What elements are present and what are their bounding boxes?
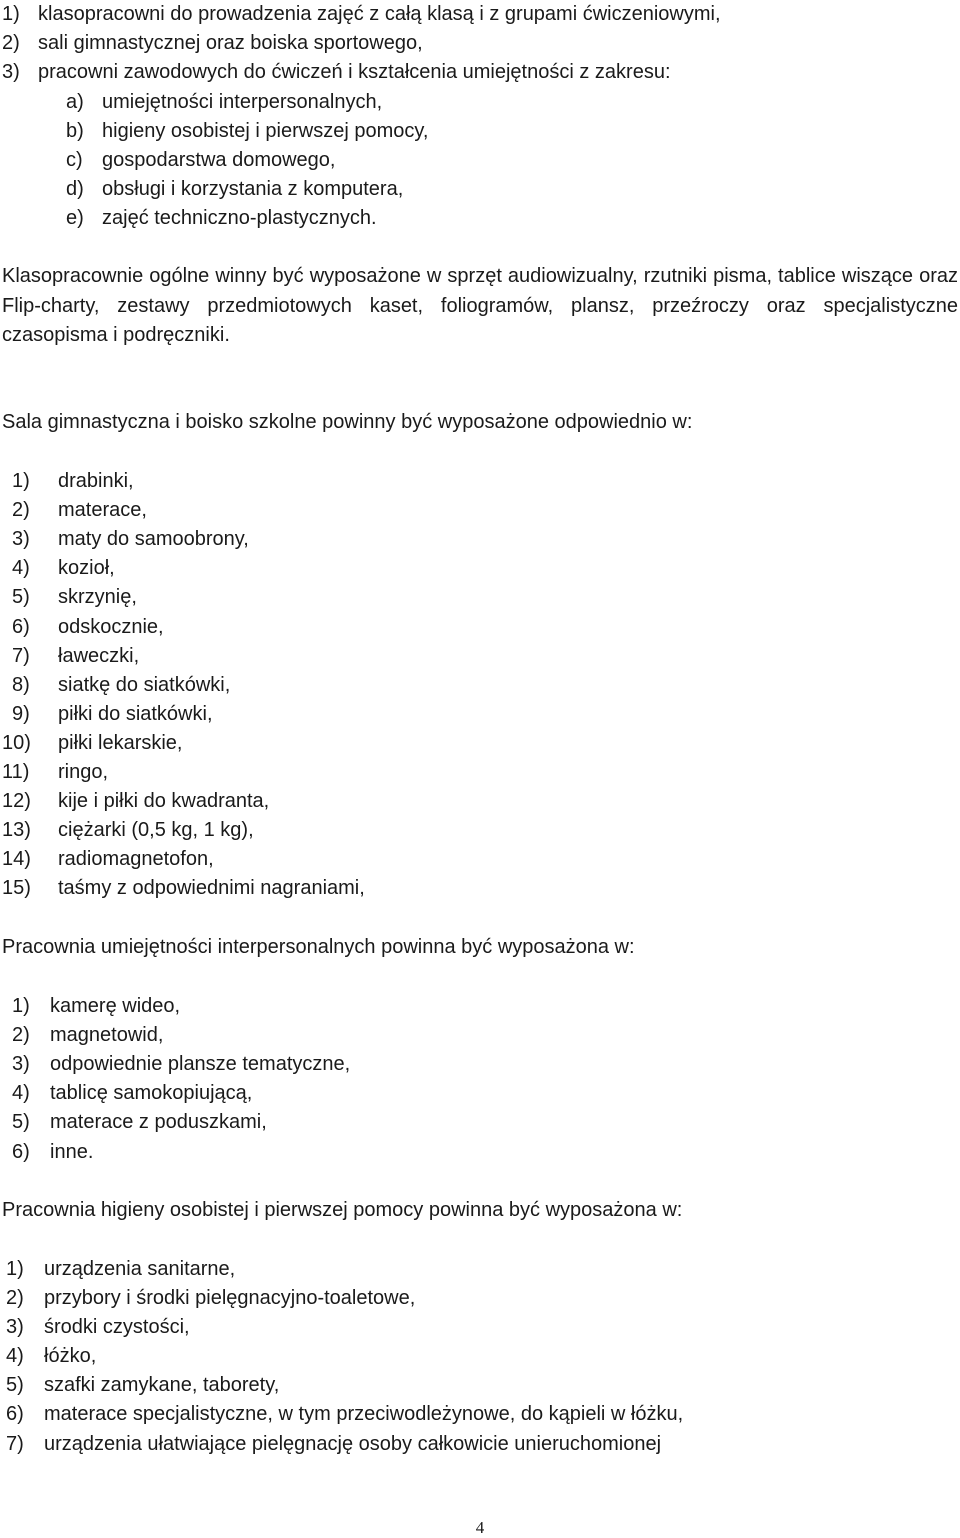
list-text: materace, — [58, 499, 147, 521]
list-text: radiomagnetofon, — [58, 848, 214, 870]
list-number: 3) — [12, 1053, 30, 1075]
list-number: 6) — [12, 1141, 30, 1163]
list-item — [2, 29, 423, 58]
list-number: 11) — [2, 761, 30, 783]
list-number: 15) — [2, 877, 31, 899]
list-text: drabinki, — [58, 470, 134, 492]
list-item — [12, 496, 147, 525]
list-text: maty do samoobrony, — [58, 528, 249, 550]
list-text: obsługi i korzystania z komputera, — [102, 178, 404, 200]
list-text: łóżko, — [44, 1345, 97, 1367]
list-number: 3) — [2, 61, 20, 83]
list-number: 2) — [12, 1024, 30, 1046]
list-text: kozioł, — [58, 557, 115, 579]
list-item — [6, 1284, 415, 1313]
list-number: 6) — [12, 616, 30, 638]
list-text: urządzenia ułatwiające pielęgnację osoby całkowicie unieruchomionej — [44, 1433, 662, 1455]
list-item — [2, 816, 254, 845]
list-item — [2, 845, 214, 874]
classroom-paragraph: Klasopracownie ogólne winny być wyposażone w sprzęt audiowizualny, rzutniki pisma, tablice wiszące oraz Flip-charty, zestawy przedmiotowych kaset, foliogramów, plansz, przeźroczy oraz specjalistyczne czasopisma i podręczniki. — [2, 265, 958, 346]
sub-list-item — [66, 204, 377, 233]
list-number: 2) — [6, 1287, 24, 1309]
list-item — [12, 467, 134, 496]
list-item — [2, 787, 269, 816]
list-text: kamerę wideo, — [50, 995, 181, 1017]
list-item — [12, 583, 137, 612]
list-number: 10) — [2, 732, 31, 754]
list-item — [12, 700, 213, 729]
sub-list-item — [66, 175, 403, 204]
list-text: magnetowid, — [50, 1024, 164, 1046]
list-item — [6, 1430, 661, 1459]
interpersonal-heading: Pracownia umiejętności interpersonalnych powinna być wyposażona w: — [2, 936, 635, 958]
list-text: inne. — [50, 1141, 94, 1163]
list-item — [2, 58, 671, 87]
list-text: odpowiednie plansze tematyczne, — [50, 1053, 351, 1075]
list-item — [6, 1255, 235, 1284]
list-number: 3) — [6, 1316, 24, 1338]
list-item — [12, 1108, 267, 1137]
sub-list-item — [66, 88, 382, 117]
list-item — [12, 525, 249, 554]
list-number: 6) — [6, 1403, 24, 1425]
list-item — [12, 992, 180, 1021]
list-number: 3) — [12, 528, 30, 550]
list-text: higieny osobistej i pierwszej pomocy, — [102, 120, 429, 142]
list-item — [12, 1079, 252, 1108]
list-number: 5) — [12, 1111, 30, 1133]
list-item — [6, 1342, 96, 1371]
list-number: 1) — [6, 1258, 24, 1280]
list-number: 8) — [12, 674, 30, 696]
sub-list-item — [66, 117, 428, 146]
list-item — [2, 874, 365, 903]
list-number: 4) — [6, 1345, 24, 1367]
list-text: skrzynię, — [58, 586, 137, 608]
list-item — [6, 1371, 279, 1400]
list-number: 14) — [2, 848, 31, 870]
list-text: klasopracowni do prowadzenia zajęć z całą klasą i z grupami ćwiczeniowymi, — [38, 3, 721, 25]
page-number: 4 — [475, 1518, 485, 1537]
list-item — [2, 0, 721, 29]
list-text: taśmy z odpowiednimi nagraniami, — [58, 877, 365, 899]
list-text: odskocznie, — [58, 616, 164, 638]
list-number: 4) — [12, 1082, 30, 1104]
list-text: środki czystości, — [44, 1316, 190, 1338]
list-number: 2) — [2, 32, 20, 54]
list-text: ciężarki (0,5 kg, 1 kg), — [58, 819, 254, 841]
list-text: przybory i środki pielęgnacyjno-toaletowe, — [44, 1287, 416, 1309]
list-number: 9) — [12, 703, 30, 725]
list-number: 7) — [12, 645, 30, 667]
list-number: 13) — [2, 819, 31, 841]
list-text: urządzenia sanitarne, — [44, 1258, 236, 1280]
list-text: sali gimnastycznej oraz boiska sportowego, — [38, 32, 423, 54]
list-text: materace z poduszkami, — [50, 1111, 267, 1133]
list-item — [12, 671, 230, 700]
list-letter: c) — [66, 149, 83, 171]
list-text: piłki do siatkówki, — [58, 703, 213, 725]
list-item — [12, 1021, 163, 1050]
list-number: 12) — [2, 790, 31, 812]
list-text: ringo, — [58, 761, 109, 783]
list-number: 1) — [2, 3, 20, 25]
list-number: 5) — [6, 1374, 24, 1396]
list-number: 5) — [12, 586, 30, 608]
list-item — [6, 1313, 190, 1342]
gym-heading: Sala gimnastyczna i boisko szkolne powinny być wyposażone odpowiednio w: — [2, 411, 693, 433]
list-item — [12, 642, 139, 671]
list-item — [2, 729, 182, 758]
list-item — [2, 758, 108, 787]
list-item — [12, 613, 164, 642]
list-number: 1) — [12, 995, 30, 1017]
list-text: szafki zamykane, taborety, — [44, 1374, 280, 1396]
list-number: 7) — [6, 1433, 24, 1455]
hygiene-heading: Pracownia higieny osobistej i pierwszej pomocy powinna być wyposażona w: — [2, 1199, 683, 1221]
list-letter: a) — [66, 91, 84, 113]
list-text: pracowni zawodowych do ćwiczeń i kształcenia umiejętności z zakresu: — [38, 61, 671, 83]
list-letter: b) — [66, 120, 84, 142]
list-number: 1) — [12, 470, 30, 492]
list-item — [6, 1400, 683, 1429]
list-text: zajęć techniczno-plastycznych. — [102, 207, 377, 229]
list-text: ławeczki, — [58, 645, 140, 667]
list-letter: e) — [66, 207, 84, 229]
list-text: tablicę samokopiującą, — [50, 1082, 253, 1104]
list-item — [12, 1138, 93, 1167]
list-item — [12, 554, 115, 583]
sub-list-item — [66, 146, 335, 175]
list-letter: d) — [66, 178, 84, 200]
list-number: 4) — [12, 557, 30, 579]
list-text: kije i piłki do kwadranta, — [58, 790, 270, 812]
list-number: 2) — [12, 499, 30, 521]
list-text: gospodarstwa domowego, — [102, 149, 336, 171]
list-text: umiejętności interpersonalnych, — [102, 91, 383, 113]
list-item — [12, 1050, 350, 1079]
list-text: materace specjalistyczne, w tym przeciwodleżynowe, do kąpieli w łóżku, — [44, 1403, 684, 1425]
list-text: siatkę do siatkówki, — [58, 674, 231, 696]
list-text: piłki lekarskie, — [58, 732, 183, 754]
